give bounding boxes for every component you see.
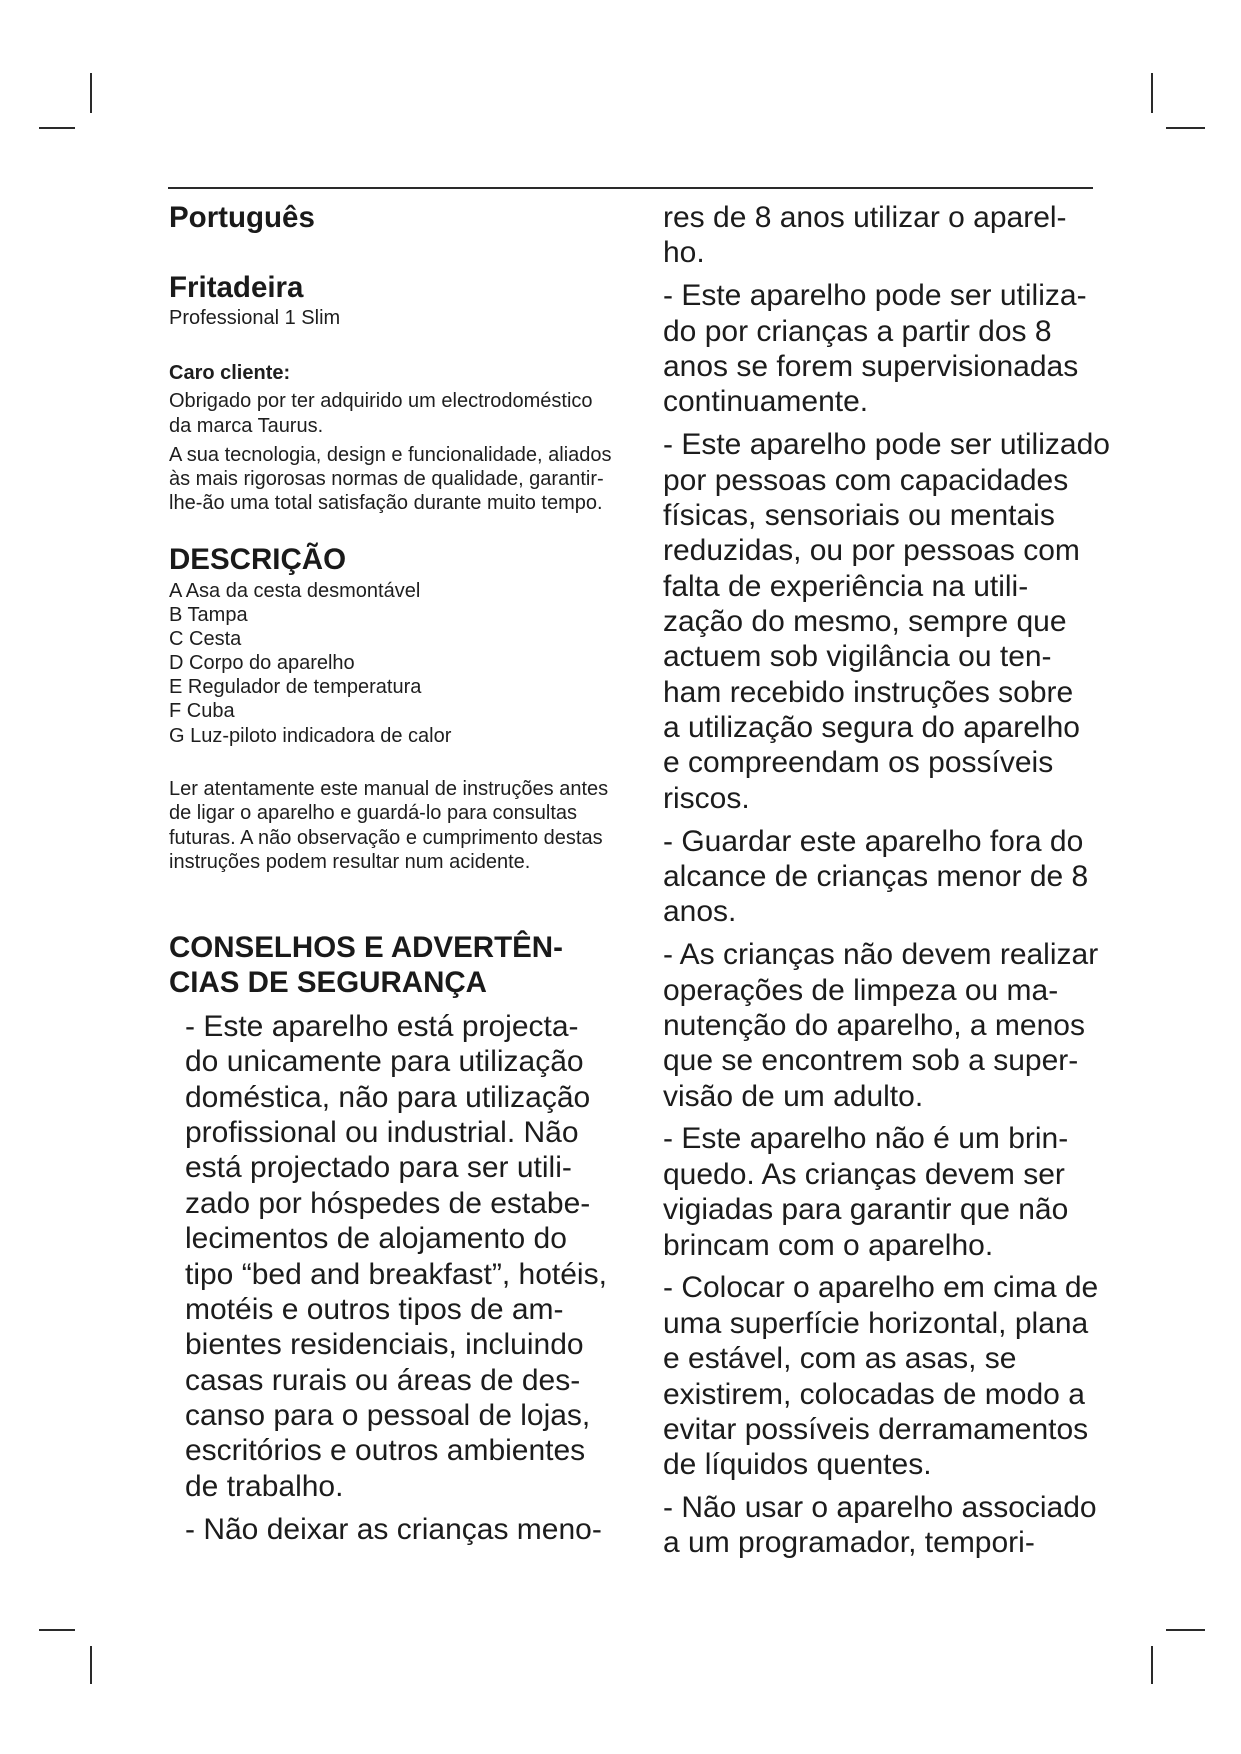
greeting-paragraph — [169, 389, 593, 440]
description-heading: DESCRIÇÃO — [169, 543, 347, 576]
text-line: bientes residenciais, incluindo — [185, 1328, 584, 1362]
text-line: alcance de crianças menor de 8 — [663, 859, 1089, 893]
text-line: que se encontrem sob a super- — [663, 1044, 1079, 1078]
text-line: evitar possíveis derramamentos — [663, 1412, 1089, 1446]
text-line: vigiadas para garantir que não — [663, 1193, 1069, 1227]
parts-list-item: F Cuba — [169, 700, 235, 723]
crop-mark-bottom-right-vertical — [1151, 1646, 1153, 1684]
text-line: doméstica, não para utilização — [185, 1080, 591, 1114]
crop-mark-top-right-vertical — [1151, 73, 1153, 113]
greeting-title: Caro cliente: — [169, 362, 291, 384]
reading-notice — [169, 777, 608, 874]
top-rule — [168, 187, 1093, 189]
text-line: e estável, com as asas, se — [663, 1342, 1017, 1376]
parts-list-item: A Asa da cesta desmontável — [169, 580, 421, 602]
text-line: brincam com o aparelho. — [663, 1228, 994, 1262]
greeting-paragraph — [169, 443, 612, 515]
text-line: a utilização segura do aparelho — [663, 711, 1080, 745]
text-line: zado por hóspedes de estabe- — [185, 1186, 591, 1220]
text-line: - Colocar o aparelho em cima de — [663, 1271, 1099, 1305]
product-model: Professional 1 Slim — [169, 307, 341, 329]
text-line: instruções podem resultar num acidente. — [169, 850, 531, 873]
text-line: e compreendam os possíveis — [663, 746, 1054, 780]
text-line: por pessoas com capacidades — [663, 463, 1069, 497]
text-line: futuras. A não observação e cumprimento destas — [169, 826, 603, 849]
text-line: a um programador, tempori- — [663, 1526, 1035, 1560]
heading-line: CIAS DE SEGURANÇA — [169, 965, 487, 999]
heading-line: CONSELHOS E ADVERTÊN- — [169, 931, 563, 964]
text-line: - As crianças não devem realizar — [663, 938, 1099, 972]
text-line: anos. — [663, 895, 737, 929]
crop-mark-top-right-horizontal — [1166, 127, 1205, 129]
text-line: do por crianças a partir dos 8 — [663, 314, 1052, 348]
paragraph — [663, 937, 1110, 1114]
paragraph — [663, 1121, 1110, 1262]
text-line: físicas, sensoriais ou mentais — [663, 498, 1055, 532]
paragraph — [663, 278, 1110, 419]
text-line: zação do mesmo, sempre que — [663, 604, 1067, 638]
text-line: A sua tecnologia, design e funcionalidade, aliados — [169, 444, 612, 466]
parts-list-item: C Cesta — [169, 628, 242, 651]
text-line: - Este aparelho pode ser utilizado — [663, 428, 1110, 462]
parts-list-item: E Regulador de temperatura — [169, 676, 422, 699]
text-line: ho. — [663, 236, 705, 270]
paragraph — [663, 1490, 1110, 1561]
text-line: falta de experiência na utili- — [663, 569, 1029, 603]
safety-text-right-column — [663, 200, 1110, 1561]
text-line: da marca Taurus. — [169, 415, 324, 438]
language-heading: Português — [169, 201, 315, 234]
paragraph — [663, 427, 1110, 816]
text-line: às mais rigorosas normas de qualidade, garantir- — [169, 468, 604, 490]
text-line: Ler atentamente este manual de instruções antes — [169, 778, 609, 800]
crop-mark-bottom-left-horizontal — [39, 1629, 75, 1631]
text-line: - Este aparelho não é um brin- — [663, 1122, 1069, 1156]
crop-mark-bottom-right-horizontal — [1166, 1629, 1205, 1631]
text-line: está projectado para ser utili- — [185, 1151, 572, 1185]
text-line: casas rurais ou áreas de des- — [185, 1363, 581, 1397]
safety-text-left-column — [185, 1009, 607, 1548]
text-line: - Este aparelho pode ser utiliza- — [663, 279, 1087, 313]
paragraph — [663, 1270, 1110, 1482]
text-line: reduzidas, ou por pessoas com — [663, 534, 1080, 568]
text-line: de trabalho. — [185, 1469, 344, 1503]
text-line: Obrigado por ter adquirido um electrodoméstico — [169, 390, 593, 412]
text-line: riscos. — [663, 781, 750, 815]
text-line: - Este aparelho está projecta- — [185, 1010, 579, 1043]
paragraph — [663, 200, 1110, 271]
text-line: visão de um adulto. — [663, 1079, 924, 1113]
text-line: lhe-ão uma total satisfação durante muito tempo. — [169, 492, 603, 514]
crop-mark-bottom-left-vertical — [90, 1646, 92, 1684]
crop-mark-top-left-vertical — [90, 73, 92, 113]
text-line: nutenção do aparelho, a menos — [663, 1008, 1085, 1042]
crop-mark-top-left-horizontal — [39, 127, 75, 129]
text-line: res de 8 anos utilizar o aparel- — [663, 201, 1067, 234]
text-line: motéis e outros tipos de am- — [185, 1292, 564, 1326]
paragraph — [185, 1009, 607, 1504]
text-line: de líquidos quentes. — [663, 1448, 932, 1482]
text-line: existirem, colocadas de modo a — [663, 1377, 1085, 1411]
text-line: - Não deixar as crianças meno- — [185, 1513, 602, 1547]
text-line: operações de limpeza ou ma- — [663, 973, 1059, 1007]
text-line: ham recebido instruções sobre — [663, 675, 1074, 709]
paragraph — [185, 1512, 607, 1547]
text-line: escritórios e outros ambientes — [185, 1434, 586, 1468]
parts-list-item: B Tampa — [169, 604, 248, 627]
text-line: anos se forem supervisionadas — [663, 349, 1079, 383]
text-line: profissional ou industrial. Não — [185, 1116, 579, 1150]
paragraph — [663, 824, 1110, 930]
safety-heading — [169, 931, 563, 1000]
text-line: quedo. As crianças devem ser — [663, 1157, 1065, 1191]
text-line: de ligar o aparelho e guardá-lo para consultas — [169, 802, 578, 825]
product-title: Fritadeira — [169, 271, 304, 304]
text-line: canso para o pessoal de lojas, — [185, 1398, 591, 1432]
text-line: actuem sob vigilância ou ten- — [663, 640, 1052, 674]
parts-list-item: D Corpo do aparelho — [169, 652, 355, 675]
text-line: uma superfície horizontal, plana — [663, 1306, 1089, 1340]
text-line: - Guardar este aparelho fora do — [663, 824, 1084, 858]
text-line: continuamente. — [663, 385, 869, 419]
text-line: tipo “bed and breakfast”, hotéis, — [185, 1257, 607, 1291]
parts-list — [169, 579, 451, 748]
text-line: lecimentos de alojamento do — [185, 1222, 567, 1256]
parts-list-item: G Luz-piloto indicadora de calor — [169, 724, 452, 747]
text-line: - Não usar o aparelho associado — [663, 1491, 1097, 1525]
text-line: do unicamente para utilização — [185, 1045, 584, 1079]
